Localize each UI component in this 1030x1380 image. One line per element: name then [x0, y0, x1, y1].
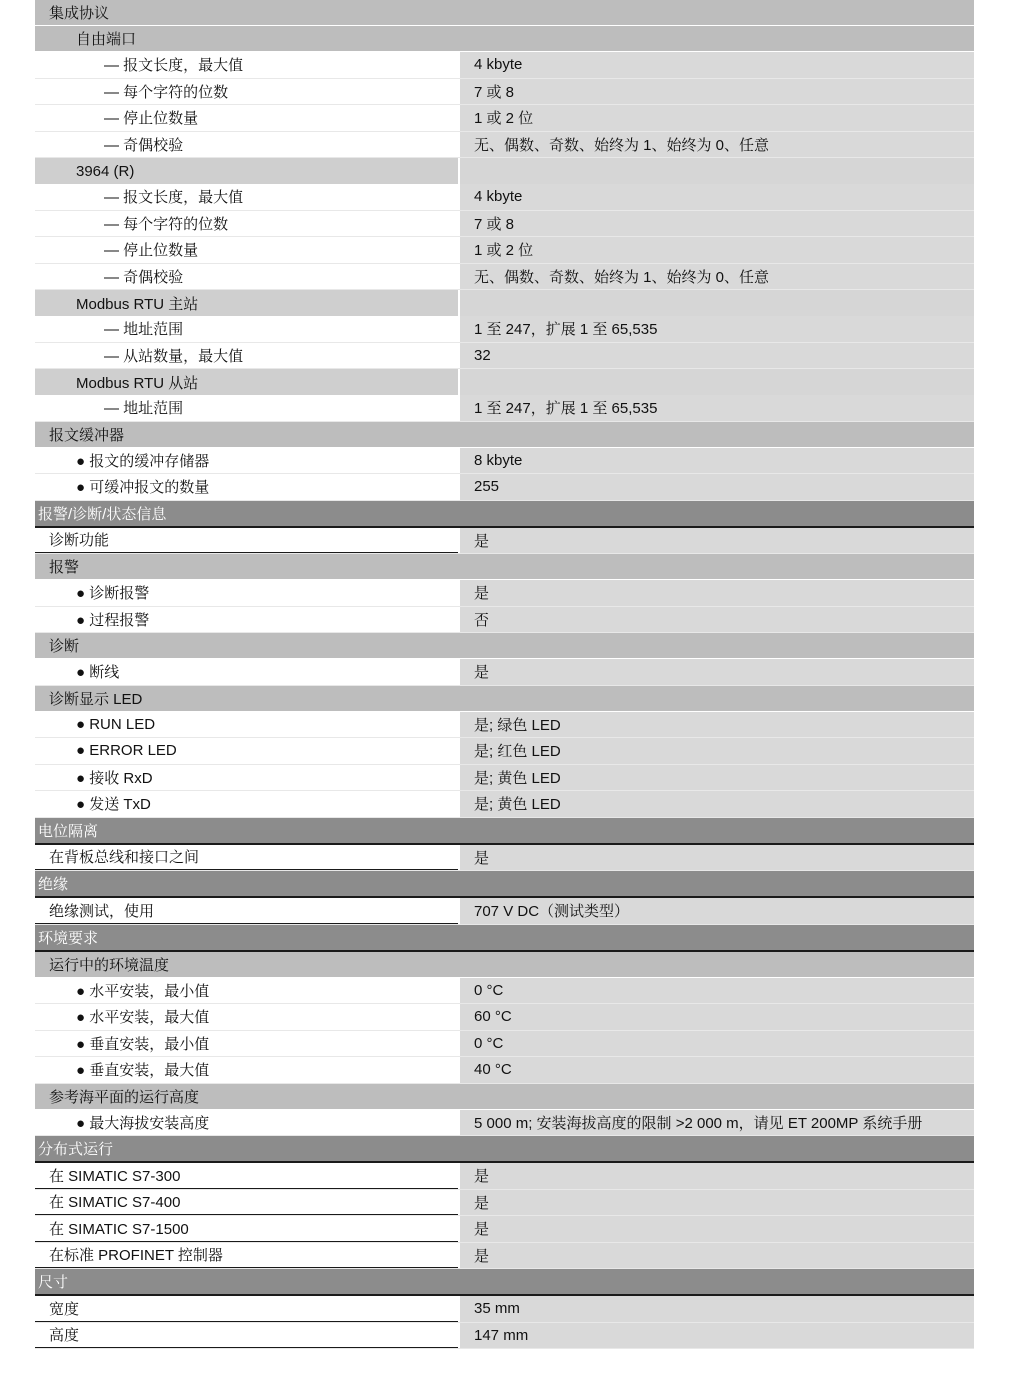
row-label-cell: [35, 791, 458, 817]
row-value: 1 至 247，扩展 1 至 65,535: [474, 321, 658, 339]
row-value: 35 mm: [474, 1300, 520, 1318]
row-value-cell: [458, 184, 974, 210]
row-value-cell: [458, 1057, 974, 1083]
row-label-cell: [35, 1243, 458, 1269]
row-value: 是; 绿色 LED: [474, 716, 561, 734]
section-title: 尺寸: [38, 1274, 69, 1291]
row-value: 32: [474, 346, 491, 364]
row-label: — 每个字符的位数: [104, 83, 229, 101]
row-value-cell: [458, 1031, 974, 1057]
row-value-cell: [458, 1243, 974, 1269]
row-label: — 每个字符的位数: [104, 215, 229, 233]
subsection-header: [35, 1084, 974, 1110]
subsection-title: 诊断: [49, 638, 80, 655]
row-value: 否: [474, 611, 490, 629]
subsection-title: 报警: [49, 559, 80, 576]
row-value-cell: [458, 607, 974, 633]
row-label-cell: [35, 738, 458, 764]
row-label: ● 过程报警: [76, 611, 150, 629]
table-row: [35, 237, 974, 264]
row-label-cell: [35, 659, 458, 685]
row-label-cell: [35, 474, 458, 500]
row-value: 7 或 8: [474, 215, 515, 233]
row-value: 4 kbyte: [474, 56, 523, 74]
table-row: [35, 1110, 974, 1137]
table-row: [35, 105, 974, 132]
row-value-cell: [458, 1004, 974, 1030]
section-title: 报警/诊断/状态信息: [38, 505, 167, 523]
subsection-title: 集成协议: [49, 5, 110, 22]
row-value: 0 °C: [474, 981, 504, 999]
group-title: Modbus RTU 主站: [76, 295, 199, 313]
row-value: 707 V DC（测试类型）: [474, 903, 630, 921]
row-value-cell: [458, 1110, 974, 1136]
row-label: 绝缘测试，使用: [49, 902, 155, 920]
table-row: [35, 132, 974, 159]
row-label: ● 水平安装，最大值: [76, 1009, 210, 1027]
row-label: 诊断功能: [49, 532, 110, 550]
row-label-cell: [35, 316, 458, 342]
section-title: 环境要求: [38, 929, 99, 947]
row-label-cell: [35, 712, 458, 738]
subsection-title: 自由端口: [76, 31, 137, 48]
row-label: — 报文长度，最大值: [104, 189, 244, 207]
row-value: 60 °C: [474, 1008, 512, 1026]
row-value-cell: [458, 105, 974, 131]
table-row: [35, 712, 974, 739]
table-row: [35, 316, 974, 343]
row-value: 是: [474, 1247, 490, 1265]
row-label-cell: [35, 1216, 458, 1242]
row-value-cell: [458, 132, 974, 158]
row-value-cell: [458, 845, 974, 871]
row-label-cell: [35, 1323, 458, 1349]
row-label-cell: [35, 898, 458, 924]
row-value-cell: [458, 1163, 974, 1189]
row-label: ● 断线: [76, 664, 120, 682]
subsection-header: [35, 633, 974, 659]
table-row: [35, 211, 974, 238]
table-row: [35, 1057, 974, 1084]
row-value-cell: [458, 316, 974, 342]
subsection-title: 报文缓冲器: [49, 426, 125, 444]
row-label-cell: [35, 528, 458, 554]
row-label: ● ERROR LED: [76, 742, 177, 760]
subsection-title: 诊断显示 LED: [49, 690, 143, 708]
group-label-cell: [35, 290, 458, 316]
row-value: 是: [474, 532, 490, 550]
row-label: 在 SIMATIC S7-400: [49, 1194, 181, 1212]
row-label: ● 可缓冲报文的数量: [76, 479, 210, 497]
row-label: ● 诊断报警: [76, 585, 150, 603]
row-label: ● 垂直安装，最大值: [76, 1062, 210, 1080]
row-label: 在 SIMATIC S7-1500: [49, 1220, 189, 1238]
row-value: 是; 红色 LED: [474, 743, 561, 761]
subsection-header: [35, 0, 974, 26]
row-label-cell: [35, 105, 458, 131]
group-value-cell: [458, 369, 974, 395]
subsection-header: [35, 26, 974, 52]
row-label-cell: [35, 395, 458, 421]
group-title: 3964 (R): [76, 162, 135, 180]
table-row: [35, 607, 974, 634]
row-label-cell: [35, 237, 458, 263]
row-value: 无、偶数、奇数、始终为 1、始终为 0、任意: [474, 268, 770, 286]
section-header: [35, 871, 974, 898]
row-value: 1 或 2 位: [474, 110, 534, 128]
section-header: [35, 818, 974, 845]
row-value-cell: [458, 264, 974, 290]
row-value: 5 000 m; 安装海拔高度的限制 >2 000 m，请见 ET 200MP 系统手册: [474, 1114, 923, 1132]
row-label: — 地址范围: [104, 400, 184, 418]
row-label-cell: [35, 211, 458, 237]
table-row: [35, 528, 974, 555]
row-value: 7 或 8: [474, 83, 515, 101]
row-label: — 地址范围: [104, 321, 184, 339]
row-value-cell: [458, 898, 974, 924]
subsection-title: 运行中的环境温度: [49, 956, 170, 974]
row-label-cell: [35, 1057, 458, 1083]
row-value: 是: [474, 1221, 490, 1239]
row-value-cell: [458, 765, 974, 791]
table-row: [35, 765, 974, 792]
row-value-cell: [458, 79, 974, 105]
table-row: [35, 1031, 974, 1058]
row-label: ● 最大海拔安装高度: [76, 1114, 210, 1132]
row-label: — 奇偶校验: [104, 268, 184, 286]
row-label-cell: [35, 978, 458, 1004]
row-value-cell: [458, 659, 974, 685]
table-row: [35, 1296, 974, 1323]
table-row: [35, 184, 974, 211]
row-value: 40 °C: [474, 1061, 512, 1079]
row-value-cell: [458, 1190, 974, 1216]
subsection-header: [35, 952, 974, 978]
row-value-cell: [458, 474, 974, 500]
row-value-cell: [458, 1216, 974, 1242]
row-value: 是: [474, 1194, 490, 1212]
row-value: 是; 黄色 LED: [474, 769, 561, 787]
row-value-cell: [458, 52, 974, 78]
row-value: 1 或 2 位: [474, 242, 534, 260]
group-header: [35, 290, 974, 316]
table-row: [35, 791, 974, 818]
table-row: [35, 898, 974, 925]
row-value: 1 至 247，扩展 1 至 65,535: [474, 400, 658, 418]
group-value-cell: [458, 158, 974, 184]
table-row: [35, 1190, 974, 1217]
row-label: — 奇偶校验: [104, 136, 184, 154]
row-value: 是: [474, 1168, 490, 1186]
group-label-cell: [35, 158, 458, 184]
table-row: [35, 978, 974, 1005]
row-label: — 从站数量，最大值: [104, 347, 244, 365]
row-label-cell: [35, 132, 458, 158]
row-label: ● RUN LED: [76, 715, 156, 733]
table-row: [35, 52, 974, 79]
row-label: 宽度: [49, 1300, 80, 1318]
row-label-cell: [35, 1190, 458, 1216]
row-value: 0 °C: [474, 1034, 504, 1052]
row-label: ● 垂直安装，最小值: [76, 1035, 210, 1053]
table-row: [35, 264, 974, 291]
row-value-cell: [458, 1296, 974, 1322]
row-label-cell: [35, 607, 458, 633]
table-row: [35, 79, 974, 106]
row-value: 8 kbyte: [474, 451, 523, 469]
table-row: [35, 659, 974, 686]
row-label: 在 SIMATIC S7-300: [49, 1167, 181, 1185]
row-value-cell: [458, 738, 974, 764]
row-value-cell: [458, 211, 974, 237]
row-value-cell: [458, 978, 974, 1004]
table-row: [35, 395, 974, 422]
row-value: 147 mm: [474, 1326, 529, 1344]
row-label-cell: [35, 580, 458, 606]
row-label-cell: [35, 1296, 458, 1322]
spec-table: [35, 0, 974, 1349]
row-label-cell: [35, 79, 458, 105]
row-label-cell: [35, 1031, 458, 1057]
row-value-cell: [458, 448, 974, 474]
row-value: 无、偶数、奇数、始终为 1、始终为 0、任意: [474, 136, 770, 154]
row-label-cell: [35, 845, 458, 871]
subsection-header: [35, 422, 974, 448]
table-row: [35, 738, 974, 765]
row-label: 在背板总线和接口之间: [49, 849, 200, 867]
row-label-cell: [35, 1110, 458, 1136]
row-value: 255: [474, 478, 500, 496]
table-row: [35, 1004, 974, 1031]
row-label: ● 发送 TxD: [76, 796, 151, 814]
row-value-cell: [458, 580, 974, 606]
row-value-cell: [458, 343, 974, 369]
row-value-cell: [458, 1323, 974, 1349]
group-title: Modbus RTU 从站: [76, 374, 199, 392]
row-label-cell: [35, 1163, 458, 1189]
section-title: 分布式运行: [38, 1141, 114, 1158]
row-label-cell: [35, 343, 458, 369]
row-value: 4 kbyte: [474, 188, 523, 206]
row-value: 是: [474, 849, 490, 867]
table-row: [35, 448, 974, 475]
table-row: [35, 343, 974, 370]
table-row: [35, 1216, 974, 1243]
table-row: [35, 1243, 974, 1270]
section-header: [35, 501, 974, 528]
subsection-header: [35, 554, 974, 580]
section-title: 电位隔离: [38, 822, 99, 840]
row-value-cell: [458, 791, 974, 817]
row-label-cell: [35, 765, 458, 791]
row-label: ● 接收 RxD: [76, 769, 153, 787]
table-row: [35, 845, 974, 872]
row-label-cell: [35, 1004, 458, 1030]
row-label: ● 水平安装，最小值: [76, 982, 210, 1000]
table-row: [35, 1323, 974, 1350]
section-header: [35, 1136, 974, 1163]
row-label: ● 报文的缓冲存储器: [76, 452, 210, 470]
row-value-cell: [458, 712, 974, 738]
row-label-cell: [35, 264, 458, 290]
table-row: [35, 1163, 974, 1190]
row-label: — 停止位数量: [104, 242, 199, 260]
table-row: [35, 474, 974, 501]
table-row: [35, 580, 974, 607]
section-title: 绝缘: [38, 876, 69, 893]
row-value-cell: [458, 395, 974, 421]
row-value: 是; 黄色 LED: [474, 796, 561, 814]
row-value: 是: [474, 585, 490, 603]
row-label: — 停止位数量: [104, 110, 199, 128]
section-header: [35, 1269, 974, 1296]
group-label-cell: [35, 369, 458, 395]
row-label: — 报文长度，最大值: [104, 57, 244, 75]
group-header: [35, 158, 974, 184]
row-label-cell: [35, 52, 458, 78]
subsection-header: [35, 686, 974, 712]
row-value-cell: [458, 237, 974, 263]
section-header: [35, 925, 974, 952]
row-value-cell: [458, 528, 974, 554]
row-label-cell: [35, 184, 458, 210]
subsection-title: 参考海平面的运行高度: [49, 1088, 200, 1106]
row-label: 在标准 PROFINET 控制器: [49, 1247, 223, 1265]
row-label: 高度: [49, 1327, 80, 1345]
group-value-cell: [458, 290, 974, 316]
group-header: [35, 369, 974, 395]
row-label-cell: [35, 448, 458, 474]
row-value: 是: [474, 664, 490, 682]
